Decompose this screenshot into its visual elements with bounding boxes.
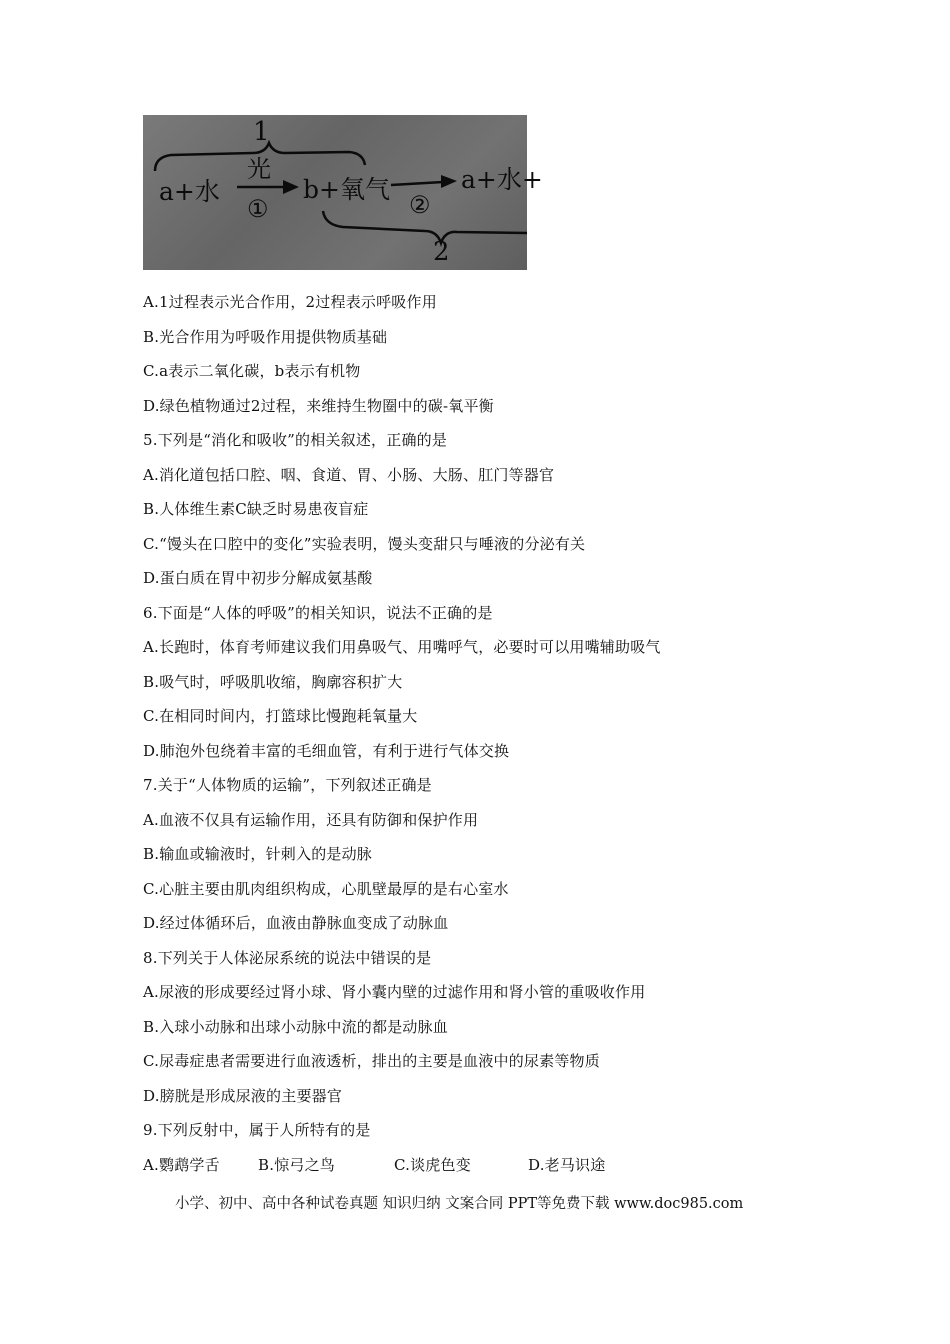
- q7-option-d: D.经过体循环后，血液由静脉血变成了动脉血: [143, 914, 449, 932]
- q9-option-a: A.鹦鹉学舌: [143, 1156, 220, 1174]
- q7-option-a: A.血液不仅具有运输作用，还具有防御和保护作用: [143, 811, 479, 829]
- photosynthesis-respiration-diagram: [143, 115, 543, 270]
- arrow-1-head: [283, 180, 299, 194]
- question-6: 6.下面是“人体的呼吸”的相关知识，说法不正确的是: [143, 604, 493, 622]
- question-5: 5.下列是“消化和吸收”的相关叙述，正确的是: [143, 431, 448, 449]
- arrow-2-line: [391, 182, 443, 185]
- q9-options: [143, 1155, 605, 1175]
- q6-option-b: B.吸气时，呼吸肌收缩，胸廓容积扩大: [143, 673, 403, 691]
- q4-option-b: B.光合作用为呼吸作用提供物质基础: [143, 328, 388, 346]
- q8-option-d: D.膀胱是形成尿液的主要器官: [143, 1087, 343, 1105]
- q6-option-a: A.长跑时，体育考师建议我们用鼻吸气、用嘴呼气，必要时可以用嘴辅助吸气: [143, 638, 661, 656]
- question-9: 9.下列反射中，属于人所特有的是: [143, 1121, 371, 1139]
- q4-option-d: D.绿色植物通过2过程，来维持生物圈中的碳-氧平衡: [143, 397, 494, 415]
- q5-option-a: A.消化道包括口腔、咽、食道、胃、小肠、大肠、肛门等器官: [143, 466, 555, 484]
- q5-option-b: B.人体维生素C缺乏时易患夜盲症: [143, 500, 369, 518]
- label-process-2: 2: [433, 237, 450, 267]
- left-expression: a+水: [159, 177, 220, 206]
- q4-option-a: A.1过程表示光合作用，2过程表示呼吸作用: [143, 293, 437, 311]
- q9-option-d: D.老马识途: [528, 1156, 606, 1174]
- q8-option-a: A.尿液的形成要经过肾小球、肾小囊内壁的过滤作用和肾小管的重吸收作用: [143, 983, 646, 1001]
- label-process-1: 1: [253, 117, 270, 147]
- q7-option-c: C.心脏主要由肌肉组织构成，心肌壁最厚的是右心室水: [143, 880, 509, 898]
- light-label: 光: [247, 155, 271, 183]
- question-8: 8.下列关于人体泌尿系统的说法中错误的是: [143, 949, 432, 967]
- page-footer: 小学、初中、高中各种试卷真题 知识归纳 文案合同 PPT等免费下载 www.doc985.com: [175, 1196, 744, 1212]
- arrow-2-head: [441, 175, 457, 188]
- q6-option-c: C.在相同时间内，打篮球比慢跑耗氧量大: [143, 707, 418, 725]
- q7-option-b: B.输血或输液时，针刺入的是动脉: [143, 845, 372, 863]
- q6-option-d: D.肺泡外包绕着丰富的毛细血管，有利于进行气体交换: [143, 742, 510, 760]
- q4-option-c: C.a表示二氧化碳，b表示有机物: [143, 362, 361, 380]
- q5-option-d: D.蛋白质在胃中初步分解成氨基酸: [143, 569, 373, 587]
- q8-option-c: C.尿毒症患者需要进行血液透析，排出的主要是血液中的尿素等物质: [143, 1052, 600, 1070]
- q9-option-c: C.谈虎色变: [394, 1156, 471, 1174]
- question-7: 7.关于“人体物质的运输”，下列叙述正确是: [143, 776, 432, 794]
- right-expression: a+水+: [461, 165, 543, 194]
- q9-option-b: B.惊弓之鸟: [258, 1156, 335, 1174]
- step-1-label: ①: [247, 195, 269, 223]
- q8-option-b: B.入球小动脉和出球小动脉中流的都是动脉血: [143, 1018, 448, 1036]
- step-2-label: ②: [409, 191, 431, 219]
- q5-option-c: C.“馒头在口腔中的变化”实验表明，馒头变甜只与唾液的分泌有关: [143, 535, 586, 553]
- middle-expression: b+氧气: [303, 175, 390, 204]
